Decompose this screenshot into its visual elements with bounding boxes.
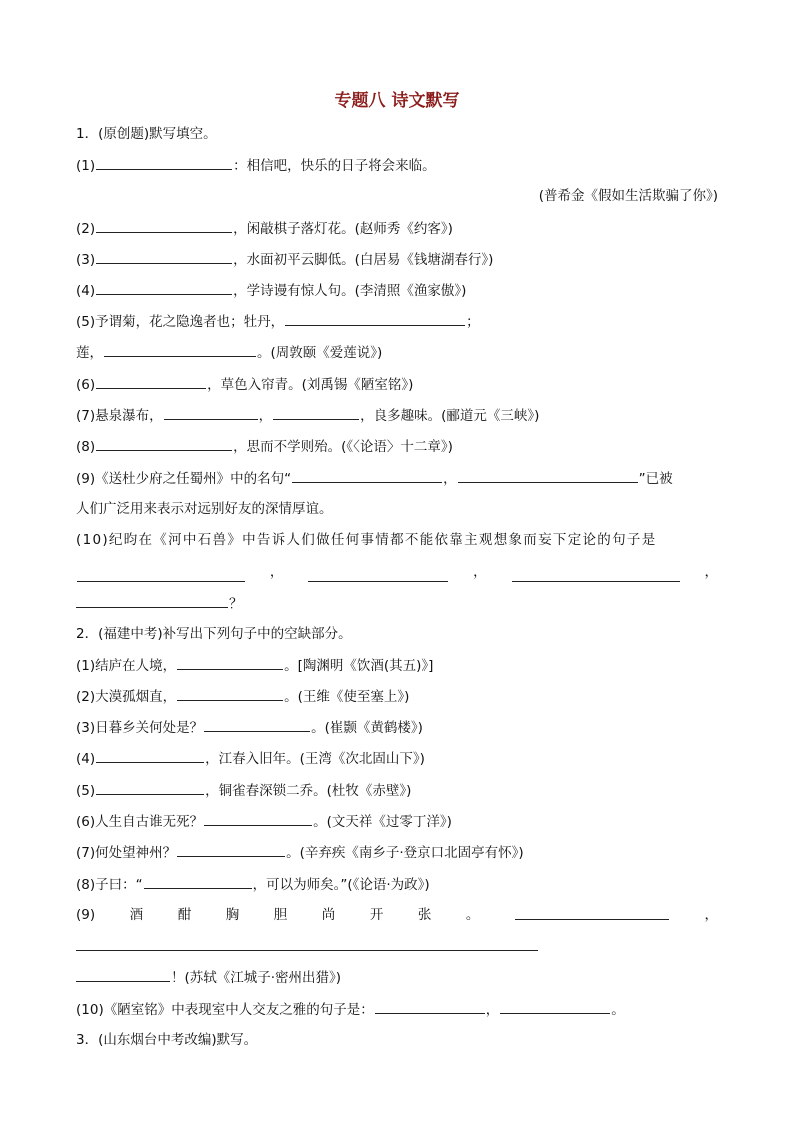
answer-blank[interactable] xyxy=(96,748,204,763)
answer-blank[interactable] xyxy=(204,717,310,732)
answer-blank[interactable] xyxy=(512,567,680,582)
answer-blank[interactable] xyxy=(273,405,359,420)
q2-item-10: (10)《陋室铭》中表现室中人交友之雅的句子是： ， 。 xyxy=(76,999,718,1020)
answer-blank[interactable] xyxy=(458,468,638,483)
answer-blank[interactable] xyxy=(96,218,232,233)
answer-blank[interactable] xyxy=(177,842,285,857)
q1-item-5: (5)予谓菊，花之隐逸者也；牡丹， ； xyxy=(76,311,718,332)
q2-item-1: (1)结庐在人境， 。[陶渊明《饮酒(其五)》] xyxy=(76,655,718,676)
q1-item-8: (8) ，思而不学则殆。(《〈论语〉十二章》) xyxy=(76,436,718,457)
q2-item-4: (4) ，江春入旧年。(王湾《次北固山下》) xyxy=(76,748,718,769)
answer-blank[interactable] xyxy=(285,311,465,326)
answer-blank[interactable] xyxy=(292,468,442,483)
answer-blank[interactable] xyxy=(500,999,610,1014)
q1-item-9: (9)《送杜少府之任蜀州》中的名句“ ， ”已被 xyxy=(76,468,718,489)
q1-item-4: (4) ，学诗谩有惊人句。(李清照《渔家傲》) xyxy=(76,280,718,301)
question-1-heading: 1．(原创题)默写填空。 xyxy=(76,126,217,142)
q1-item-10-blanks: ， ， ， xyxy=(76,562,718,582)
answer-blank[interactable] xyxy=(204,811,312,826)
q1-item-5-cont: 莲， 。(周敦颐《爱莲说》) xyxy=(76,342,718,363)
answer-blank[interactable] xyxy=(76,593,228,608)
page-title: 专题八 诗文默写 xyxy=(334,91,460,111)
q2-item-9-cont xyxy=(76,936,718,957)
answer-blank[interactable] xyxy=(164,405,258,420)
q1-item-6: (6) ，草色入帘青。(刘禹锡《陋室铭》) xyxy=(76,374,718,395)
answer-blank[interactable] xyxy=(96,374,206,389)
answer-blank[interactable] xyxy=(76,967,170,982)
answer-blank[interactable] xyxy=(308,567,448,582)
q2-item-9: (9) 酒 酣 胸 胆 尚 开 张 。 ， xyxy=(76,907,718,923)
answer-blank[interactable] xyxy=(96,280,232,295)
q1-item-10-last: ？ xyxy=(76,593,718,614)
answer-blank[interactable] xyxy=(515,905,669,920)
q2-item-7: (7)何处望神州？ 。(辛弃疾《南乡子·登京口北固亭有怀》) xyxy=(76,842,718,863)
answer-blank[interactable] xyxy=(177,686,283,701)
question-2-heading: 2．(福建中考)补写出下列句子中的空缺部分。 xyxy=(76,626,352,642)
q1-item-3: (3) ，水面初平云脚低。(白居易《钱塘湖春行》) xyxy=(76,249,718,270)
answer-blank[interactable] xyxy=(177,655,283,670)
q2-item-3: (3)日暮乡关何处是？ 。(崔颢《黄鹤楼》) xyxy=(76,717,718,738)
answer-blank[interactable] xyxy=(96,249,232,264)
answer-blank[interactable] xyxy=(104,342,256,357)
q1-item-1: (1) ：相信吧，快乐的日子将会来临。 xyxy=(76,155,718,176)
q2-item-2: (2)大漠孤烟直， 。(王维《使至塞上》) xyxy=(76,686,718,707)
answer-blank[interactable] xyxy=(375,999,485,1014)
q1-item-7: (7)悬泉瀑布， ， ，良多趣味。(郦道元《三峡》) xyxy=(76,405,718,426)
q1-item-1-source: (普希金《假如生活欺骗了你》) xyxy=(538,188,718,204)
question-3-heading: 3．(山东烟台中考改编)默写。 xyxy=(76,1032,258,1048)
q2-item-8: (8)子曰：“ ，可以为师矣。”(《论语·为政》) xyxy=(76,874,718,895)
answer-blank[interactable] xyxy=(77,567,245,582)
answer-blank[interactable] xyxy=(96,155,232,170)
answer-blank[interactable] xyxy=(96,436,232,451)
answer-blank[interactable] xyxy=(96,780,204,795)
q2-item-9-last: ！(苏轼《江城子·密州出猎》) xyxy=(76,967,718,988)
answer-blank[interactable] xyxy=(144,874,252,889)
q1-item-9-cont: 人们广泛用来表示对远别好友的深情厚谊。 xyxy=(76,501,333,517)
q2-item-5: (5) ，铜雀春深锁二乔。(杜牧《赤壁》) xyxy=(76,780,718,801)
q1-item-10: (10)纪昀在《河中石兽》中告诉人们做任何事情都不能依靠主观想象而妄下定论的句子是 xyxy=(76,532,657,548)
q1-item-2: (2) ，闲敲棋子落灯花。(赵师秀《约客》) xyxy=(76,218,718,239)
answer-blank[interactable] xyxy=(76,936,538,951)
q2-item-6: (6)人生自古谁无死？ 。(文天祥《过零丁洋》) xyxy=(76,811,718,832)
